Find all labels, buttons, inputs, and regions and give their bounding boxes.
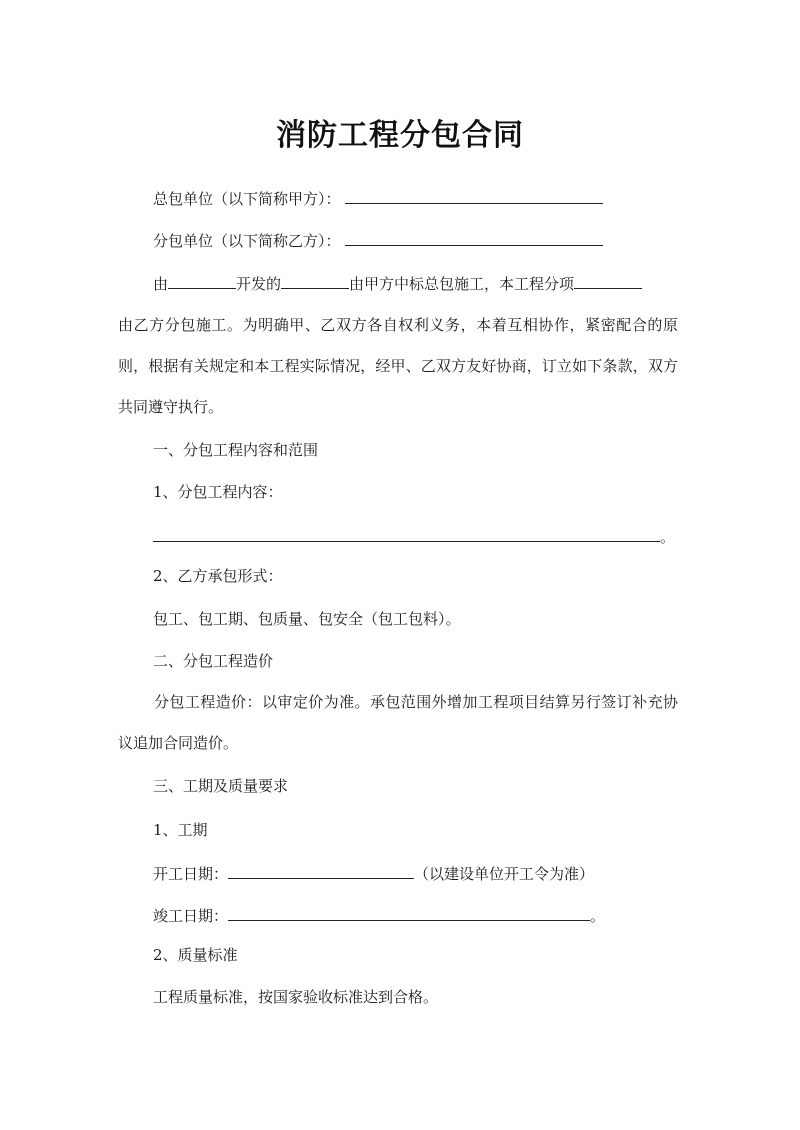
intro-part-1: 由 <box>153 275 169 293</box>
project-blank <box>281 272 349 289</box>
section-3-item-2-label: 2、质量标准 <box>153 946 238 964</box>
end-date-label: 竣工日期： <box>153 907 229 925</box>
content-blank <box>153 525 660 542</box>
section-2-text: 分包工程造价：以审定价为准。承包范围外增加工程项目结算另行签订补充协议追加合同造价。 <box>118 693 678 752</box>
quality-standard-text: 工程质量标准，按国家验收标准达到合格。 <box>153 988 439 1006</box>
section-1-item-2-label: 2、乙方承包形式： <box>153 567 283 585</box>
party-b-label: 分包单位（以下简称乙方）： <box>153 232 341 250</box>
intro-part-2: 开发的 <box>236 275 282 293</box>
document-title: 消防工程分包合同 <box>276 118 524 153</box>
end-date-line <box>153 904 605 926</box>
start-date-line <box>153 862 594 884</box>
section-1-item-1-label: 1、分包工程内容： <box>153 483 283 501</box>
content-blank-line <box>153 525 675 547</box>
developer-blank <box>168 272 236 289</box>
intro-part-3: 由甲方中标总包施工，本工程分项 <box>349 275 575 293</box>
party-a-blank <box>345 187 603 204</box>
content-blank-end: 。 <box>660 528 676 546</box>
section-3-item-1-label: 1、工期 <box>153 821 208 839</box>
party-b-line <box>153 229 603 251</box>
start-date-note: （以建设单位开工令为准） <box>414 865 595 883</box>
section-3-heading: 三、工期及质量要求 <box>153 777 289 795</box>
section-1-heading: 一、分包工程内容和范围 <box>153 441 319 459</box>
end-date-blank <box>228 904 590 921</box>
start-date-blank <box>228 862 414 879</box>
start-date-label: 开工日期： <box>153 865 229 883</box>
section-2-heading: 二、分包工程造价 <box>153 652 274 670</box>
party-b-blank <box>345 229 603 246</box>
intro-first-line <box>153 272 642 294</box>
intro-paragraph: 由乙方分包施工。为明确甲、乙双方各自权利义务，本着互相协作，紧密配合的原则，根据有关规定和本工程实际情况，经甲、乙双方友好协商，订立如下条款，双方共同遵守执行。 <box>118 316 678 416</box>
party-a-label: 总包单位（以下简称甲方）： <box>153 190 341 208</box>
end-date-suffix: 。 <box>590 907 606 925</box>
section-1-item-2-text: 包工、包工期、包质量、包安全（包工包料）。 <box>153 610 461 628</box>
subitem-blank <box>574 272 642 289</box>
party-a-line <box>153 187 603 209</box>
